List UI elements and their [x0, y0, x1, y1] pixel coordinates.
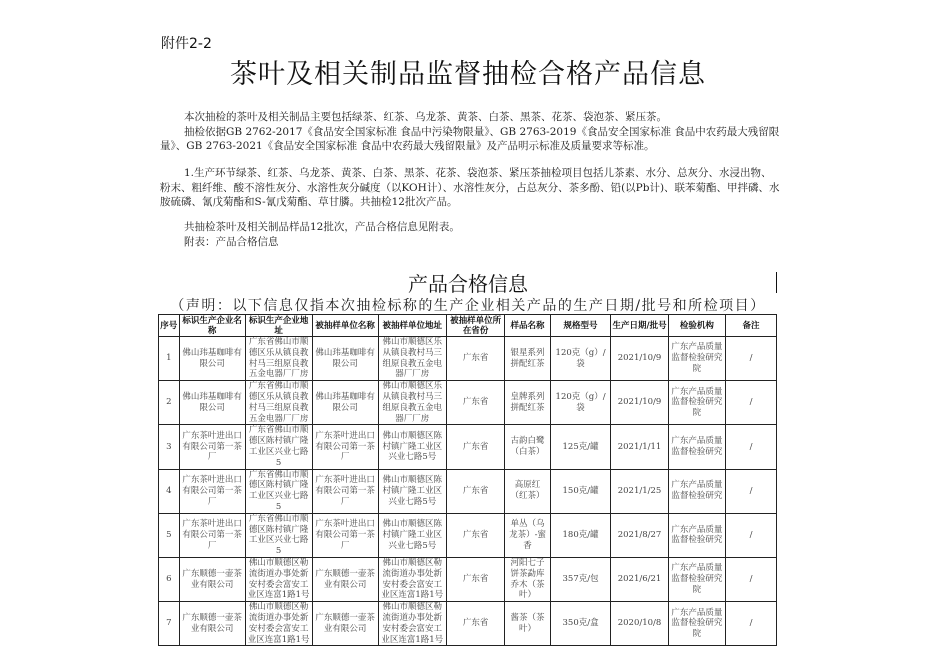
cell: 广东产品质量监督检验研究 — [668, 513, 725, 557]
cell: 广东产品质量监督检验研究 — [668, 425, 725, 469]
intro-line-1: 本次抽检的茶叶及相关制品主要包括绿茶、红茶、乌龙茶、黄茶、白茶、黑茶、花茶、袋泡茶、紧压茶。 — [184, 111, 667, 123]
cell: 佛山市顺德区勒流街道办事处新安村委会富安工业区连富1路1号 — [378, 557, 446, 601]
cell: 广东茶叶进出口有限公司第一茶厂 — [179, 513, 245, 557]
cell: 2021/10/9 — [611, 337, 668, 381]
cell: 120克（g）/袋 — [550, 381, 611, 425]
table-row — [159, 337, 777, 381]
cell: 佛山市顺德区勒流街道办事处新安村委会富安工业区连富1路1号 — [245, 557, 312, 601]
header-cell: 规格型号 — [550, 315, 611, 337]
cell: 1 — [159, 337, 180, 381]
cell: 佛山市顺德区乐从镇良教村马三组原良教五金电器厂厂房 — [378, 337, 446, 381]
cell: 2021/8/27 — [611, 513, 668, 557]
cell: 古韵白鹭（白茶） — [505, 425, 550, 469]
header-cell: 标识生产企业地址 — [245, 315, 312, 337]
cell: / — [726, 337, 777, 381]
header-cell: 生产日期/批号 — [611, 315, 668, 337]
table-row — [159, 381, 777, 425]
items-text: 1.生产环节绿茶、红茶、乌龙茶、黄茶、白茶、黑茶、花茶、袋泡茶、紧压茶抽检项目包括儿茶素、水分、总灰分、水浸出物、粉末、粗纤维、酸不溶性灰分、水溶性灰分碱度（以KOH计）、水溶性灰分，占总灰分、茶多酚、铅(以Pb计)、联苯菊酯、甲拌磷、水胺硫磷、氰戊菊酯和S-氰戊菊酯、草甘膦。共抽检12批次产品。 — [160, 167, 780, 208]
cell: 广东茶叶进出口有限公司第一茶厂 — [312, 513, 378, 557]
cell: 广东产品质量监督检验研究院 — [668, 381, 725, 425]
cell: 2021/1/25 — [611, 469, 668, 513]
cell: 佛山玮基咖啡有限公司 — [179, 381, 245, 425]
cell: 佛山玮基咖啡有限公司 — [179, 337, 245, 381]
cell: 广东省佛山市顺德区陈村镇广隆工业区兴业七路5 — [245, 425, 312, 469]
cell: 2020/10/8 — [611, 602, 668, 646]
cell: 佛山市顺德区勒流街道办事处新安村委会富安工业区连富1路1号 — [378, 602, 446, 646]
declaration: （声明：以下信息仅指本次抽检标称的生产企业相关产品的生产日期/批号和所检项目） — [170, 298, 766, 314]
cell: 广东省 — [446, 425, 504, 469]
cell: 广东顺德一壶茶业有限公司 — [179, 557, 245, 601]
cell: 广东顺德一壶茶业有限公司 — [312, 557, 378, 601]
table-row — [159, 557, 777, 601]
cell: 广东省佛山市顺德区陈村镇广隆工业区兴业七路5 — [245, 469, 312, 513]
cell: 广东产品质量监督检验研究院 — [668, 337, 725, 381]
items-paragraph — [160, 166, 780, 210]
cell: 佛山玮基咖啡有限公司 — [312, 337, 378, 381]
product-table — [158, 314, 777, 646]
cell: 125克/罐 — [550, 425, 611, 469]
cell: 广东茶叶进出口有限公司第一茶厂 — [179, 469, 245, 513]
cell: 佛山市顺德区勒流街道办事处新安村委会富安工业区连富1路1号 — [245, 602, 312, 646]
cell: 佛山市顺德区陈村镇广隆工业区兴业七路5号 — [378, 469, 446, 513]
attachment-label: 附件2-2 — [161, 36, 212, 52]
cell: 广东产品质量监督检验研究 — [668, 469, 725, 513]
header-cell: 被抽样单位地址 — [378, 315, 446, 337]
cell: / — [726, 469, 777, 513]
cell: 广东茶叶进出口有限公司第一茶厂 — [179, 425, 245, 469]
cell: 150克/罐 — [550, 469, 611, 513]
summary-line-1: 共抽检茶叶及相关制品样品12批次，产品合格信息见附表。 — [184, 221, 460, 233]
table-row — [159, 425, 777, 469]
cell: 357克/包 — [550, 557, 611, 601]
cell: 广东顺德一壶茶业有限公司 — [312, 602, 378, 646]
cell: 广东省 — [446, 337, 504, 381]
cell: 广东产品质量监督检验研究院 — [668, 602, 725, 646]
cell: 5 — [159, 513, 180, 557]
cell: 佛山市顺德区陈村镇广隆工业区兴业七路5号 — [378, 513, 446, 557]
cell: 酱茶（茶叶） — [505, 602, 550, 646]
table-row — [159, 602, 777, 646]
header-cell: 标识生产企业名称 — [179, 315, 245, 337]
cell: 广东省 — [446, 381, 504, 425]
cell: 2021/1/11 — [611, 425, 668, 469]
cell: 佛山市顺德区陈村镇广隆工业区兴业七路5号 — [378, 425, 446, 469]
summary-paragraph — [160, 220, 780, 249]
header-cell: 样品名称 — [505, 315, 550, 337]
intro-line-2: 抽检依据GB 2762-2017《食品安全国家标准 食品中污染物限量》、GB 2763-2019《食品安全国家标准 食品中农药最大残留限量》、GB 2763-2021《食品安全国家标准 食品中农药最大残留限量》及产品明示标准及质量要求等标准。 — [160, 125, 780, 152]
cell: 皇牌系列拼配红茶 — [505, 381, 550, 425]
cell: 单丛（乌龙茶）-蜜香 — [505, 513, 550, 557]
cell: / — [726, 513, 777, 557]
cell: 河阳七子饼茶勐库乔木（茶叶） — [505, 557, 550, 601]
cell: 广东省佛山市顺德区乐从镇良教村马三组原良教五金电器厂厂房 — [245, 381, 312, 425]
cell: 广东茶叶进出口有限公司第一茶厂 — [312, 469, 378, 513]
cell: 银星系列拼配红茶 — [505, 337, 550, 381]
cell: 广东省 — [446, 469, 504, 513]
cell: 2021/10/9 — [611, 381, 668, 425]
cell: 120克（g）/袋 — [550, 337, 611, 381]
header-cell: 序号 — [159, 315, 180, 337]
cell: 广东省 — [446, 513, 504, 557]
cell: 2021/6/21 — [611, 557, 668, 601]
cell: 3 — [159, 425, 180, 469]
cell: 180克/罐 — [550, 513, 611, 557]
cell: 4 — [159, 469, 180, 513]
table-row — [159, 469, 777, 513]
cell: 350克/盒 — [550, 602, 611, 646]
page-title: 茶叶及相关制品监督抽检合格产品信息 — [230, 59, 706, 90]
cell: / — [726, 557, 777, 601]
table-title: 产品合格信息 — [408, 272, 528, 296]
summary-line-2: 附表：产品合格信息 — [184, 235, 279, 248]
intro-paragraph — [160, 110, 780, 154]
cell: 7 — [159, 602, 180, 646]
header-cell: 备注 — [726, 315, 777, 337]
cell: 广东产品质量监督检验研究院 — [668, 557, 725, 601]
cell: 广东茶叶进出口有限公司第一茶厂 — [312, 425, 378, 469]
table-header-row — [159, 315, 777, 337]
cell: 广东省 — [446, 602, 504, 646]
cell: / — [726, 381, 777, 425]
cell: 高原红（红茶） — [505, 469, 550, 513]
text-cursor-line — [776, 272, 777, 293]
cell: 佛山玮基咖啡有限公司 — [312, 381, 378, 425]
cell: 2 — [159, 381, 180, 425]
cell: 广东省佛山市顺德区乐从镇良教村马三组原良教五金电器厂厂房 — [245, 337, 312, 381]
header-cell: 被抽样单位名称 — [312, 315, 378, 337]
cell: 广东省佛山市顺德区陈村镇广隆工业区兴业七路5 — [245, 513, 312, 557]
header-cell: 检验机构 — [668, 315, 725, 337]
cell: 佛山市顺德区乐从镇良教村马三组原良教五金电器厂厂房 — [378, 381, 446, 425]
cell: 广东省 — [446, 557, 504, 601]
cell: 6 — [159, 557, 180, 601]
cell: / — [726, 602, 777, 646]
cell: 广东顺德一壶茶业有限公司 — [179, 602, 245, 646]
table-row — [159, 513, 777, 557]
header-cell: 被抽样单位所在省份 — [446, 315, 504, 337]
cell: / — [726, 425, 777, 469]
